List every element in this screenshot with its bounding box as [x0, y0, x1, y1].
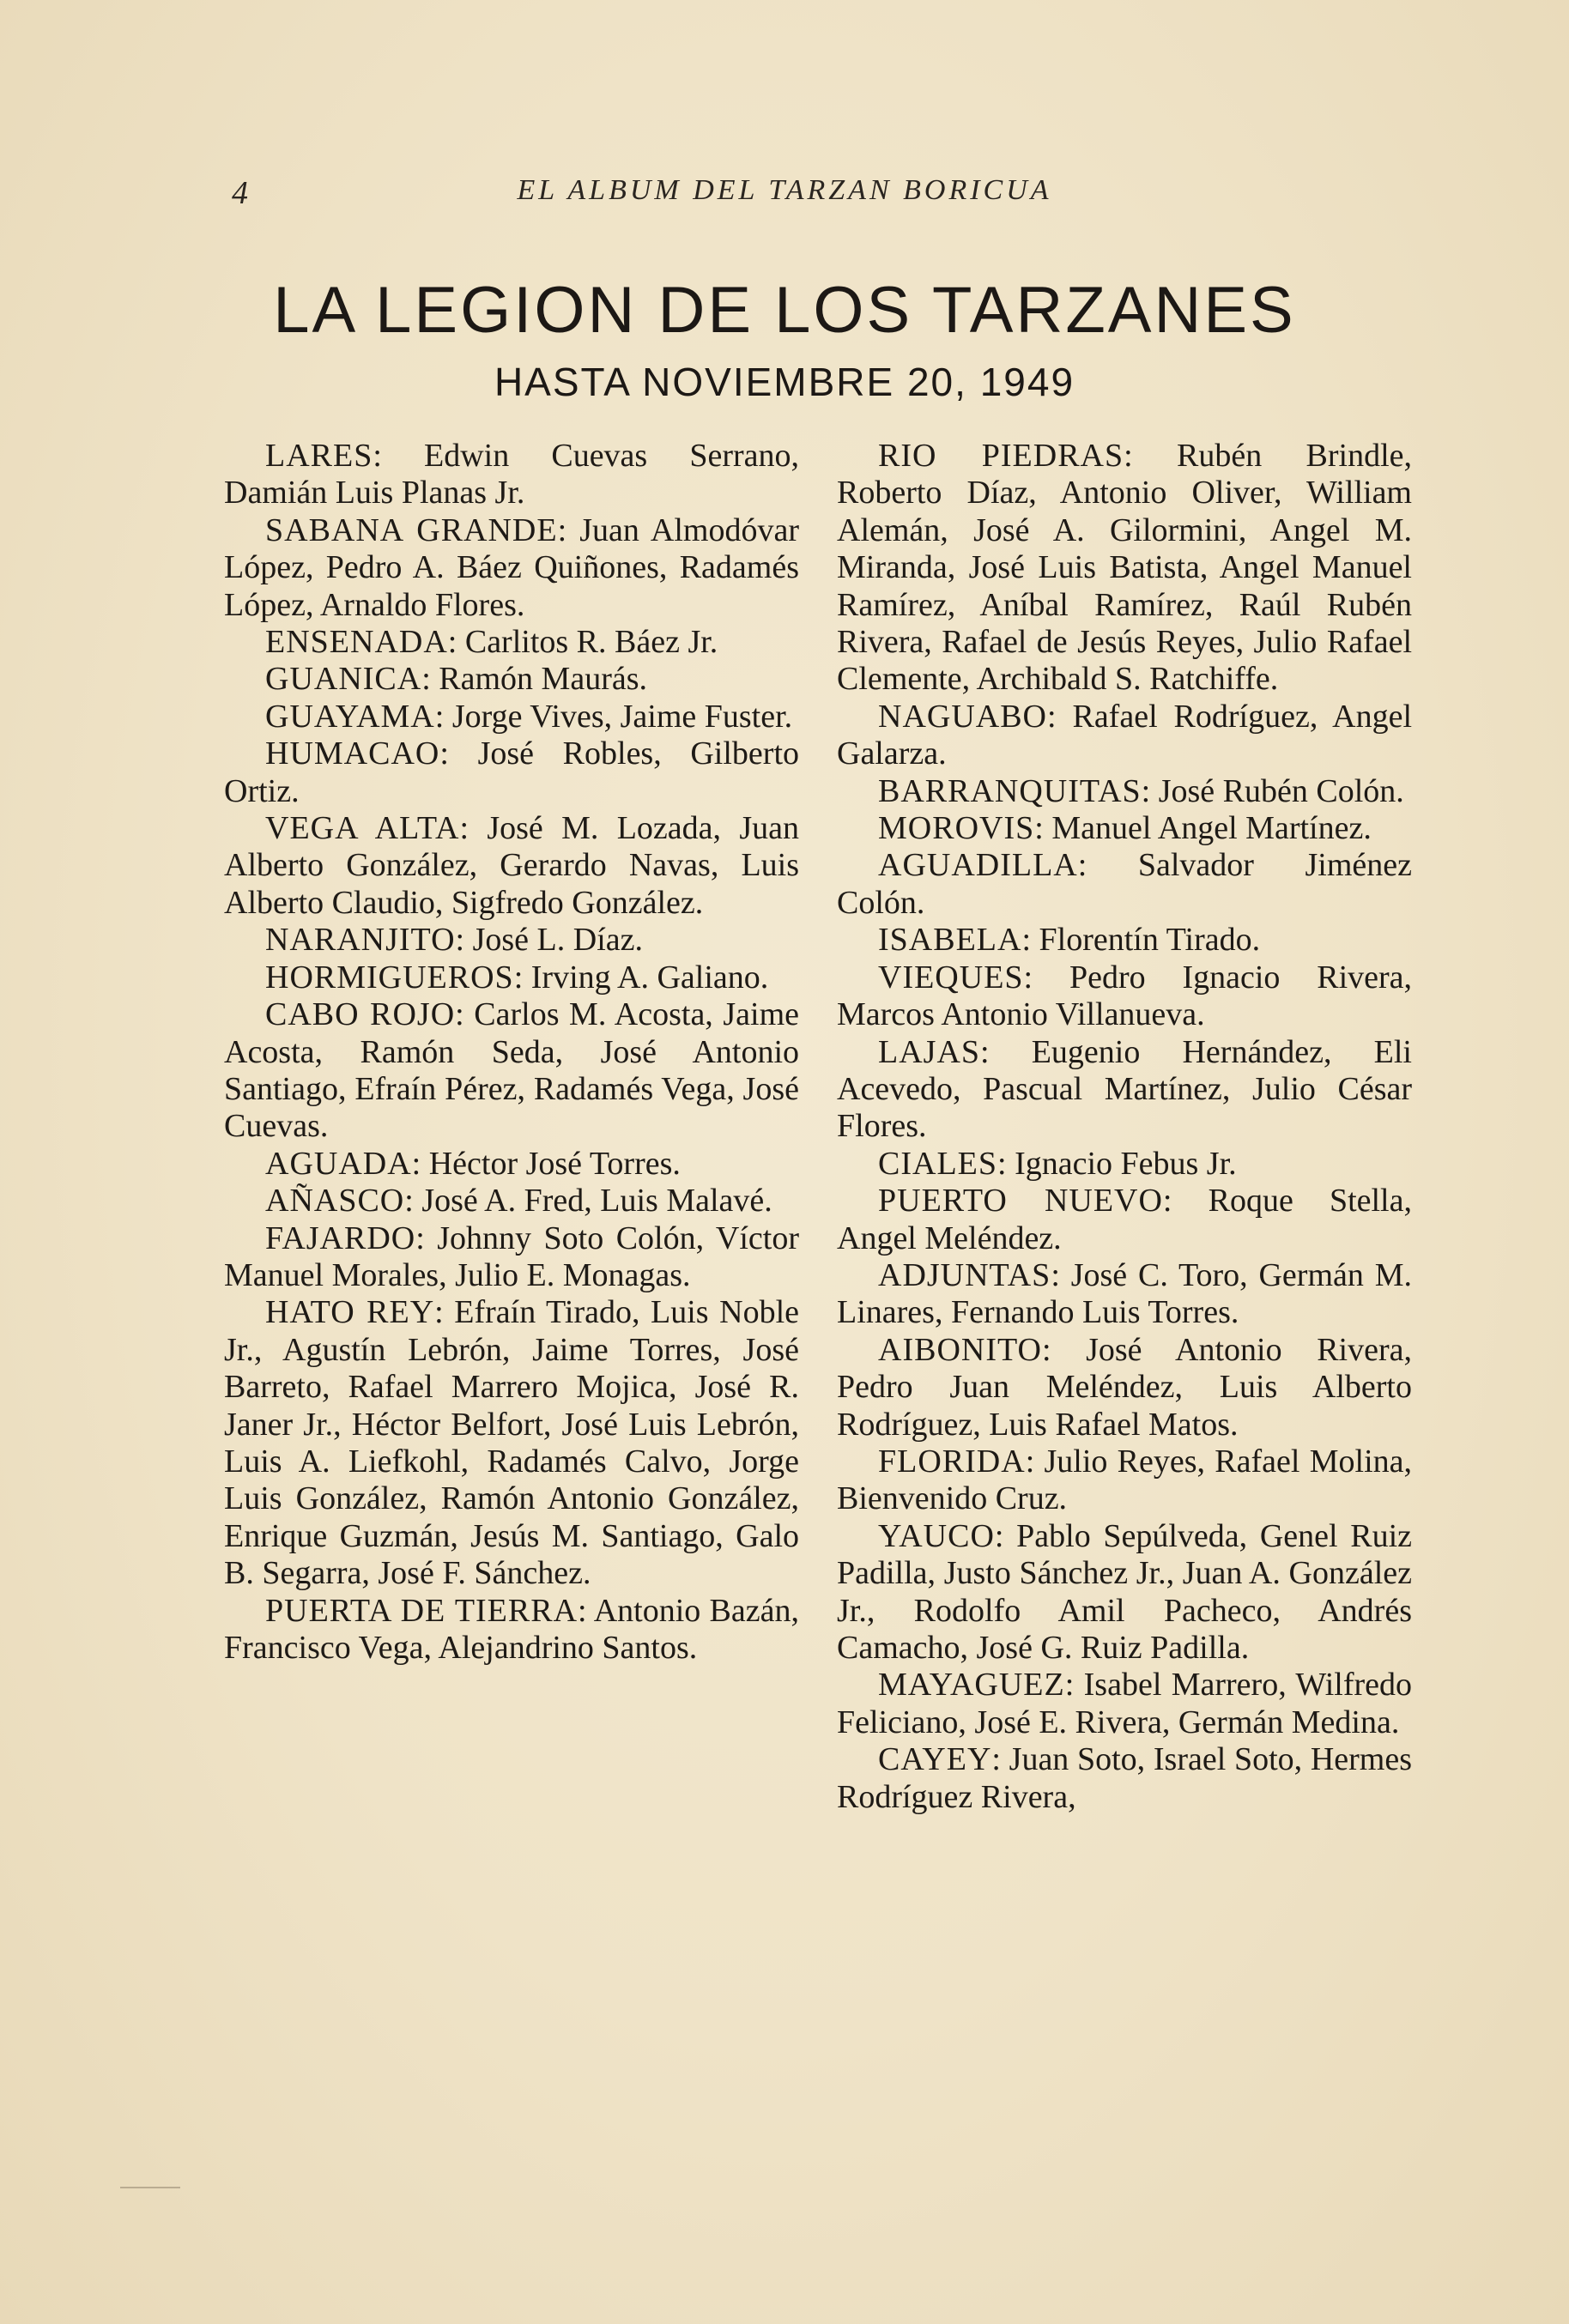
- member-names: Carlitos R. Báez Jr.: [464, 624, 718, 661]
- separator: :: [991, 1741, 1009, 1778]
- town-name: PUERTA DE TIERRA: [265, 1592, 579, 1629]
- town-name: AIBONITO: [878, 1331, 1042, 1368]
- town-name: HATO REY: [265, 1294, 435, 1331]
- town-name: ENSENADA: [265, 624, 448, 661]
- roster-entry: [837, 1741, 1412, 1816]
- member-names: José M. Lozada, Juan Alberto González, Gerardo Navas, Luis Alberto Claudio, Sigfredo González.: [224, 810, 800, 921]
- page-number: 4: [232, 175, 248, 211]
- member-names: Juan Soto, Israel Soto, Hermes Rodríguez Rivera,: [837, 1741, 1412, 1815]
- member-names: Johnny Soto Colón, Víctor Manuel Morales, Julio E. Monagas.: [224, 1219, 799, 1293]
- roster-entry: [224, 959, 799, 996]
- running-title: EL ALBUM DEL TARZAN BORICUA: [517, 174, 1052, 206]
- separator: :: [373, 438, 425, 474]
- town-name: VIEQUES: [878, 959, 1024, 996]
- town-name: PUERTO NUEVO: [878, 1183, 1163, 1219]
- roster-entry: [837, 1183, 1412, 1257]
- town-name: FLORIDA: [878, 1443, 1026, 1480]
- town-name: CABO ROJO: [265, 996, 456, 1033]
- separator: :: [404, 1183, 422, 1219]
- town-name: GUANICA: [265, 661, 422, 698]
- roster-entry: [837, 847, 1412, 922]
- separator: :: [557, 511, 580, 548]
- town-name: CIALES: [878, 1145, 997, 1182]
- roster-entry: [837, 810, 1412, 847]
- separator: :: [434, 698, 452, 735]
- left-column: [224, 438, 799, 1667]
- town-name: CAYEY: [878, 1741, 992, 1778]
- roster-entry: [224, 699, 799, 735]
- town-name: SABANA GRANDE: [265, 511, 558, 548]
- town-name: FAJARDO: [265, 1219, 416, 1256]
- separator: :: [1021, 922, 1039, 959]
- separator: :: [459, 810, 488, 847]
- member-names: Edwin Cuevas Serrano, Damián Luis Planas Jr.: [224, 438, 799, 511]
- roster-entry: [837, 1667, 1412, 1741]
- separator: :: [434, 1294, 455, 1331]
- town-name: MAYAGUEZ: [878, 1667, 1065, 1704]
- town-name: BARRANQUITAS: [878, 772, 1142, 809]
- town-name: RIO PIEDRAS: [878, 438, 1124, 474]
- town-name: NARANJITO: [265, 922, 456, 959]
- separator: :: [1141, 772, 1159, 809]
- town-name: AGUADILLA: [878, 847, 1078, 884]
- roster-entry: [224, 438, 799, 512]
- roster-entry: [224, 1146, 799, 1183]
- running-header: [0, 174, 1569, 217]
- roster-entry: [837, 922, 1412, 959]
- separator: :: [994, 1517, 1017, 1554]
- town-name: AGUADA: [265, 1145, 412, 1182]
- roster-entry: [224, 1183, 799, 1219]
- roster-entry: [837, 1034, 1412, 1146]
- page-title: LA LEGION DE LOS TARZANES: [273, 274, 1296, 347]
- separator: :: [980, 1033, 1032, 1070]
- town-name: LARES: [265, 438, 373, 474]
- roster-entry: [837, 438, 1412, 699]
- separator: :: [997, 1145, 1015, 1182]
- member-names: Héctor José Torres.: [428, 1145, 681, 1182]
- roster-entry: [224, 1294, 799, 1592]
- separator: :: [1162, 1183, 1209, 1219]
- member-names: Jorge Vives, Jaime Fuster.: [451, 698, 793, 735]
- separator: :: [1041, 1331, 1087, 1368]
- separator: :: [455, 922, 473, 959]
- separator: :: [415, 1219, 438, 1256]
- right-column: [837, 438, 1412, 1816]
- member-names: Rubén Brindle, Roberto Díaz, Antonio Oliver, William Alemán, José A. Gilormini, Angel M. Miranda, José Luis Batista, Angel Manuel Ramírez, Aníbal Ramírez, Raúl Rubén Rivera, Rafael de Jesús Reyes, Julio Rafael Clemente, Archibald S. Ratchiffe.: [837, 438, 1413, 698]
- member-names: Eugenio Hernández, Eli Acevedo, Pascual Martínez, Julio César Flores.: [837, 1033, 1412, 1145]
- roster-entry: [837, 959, 1412, 1034]
- member-names: José C. Toro, Germán M. Linares, Fernando Luis Torres.: [837, 1256, 1412, 1331]
- town-name: YAUCO: [878, 1517, 995, 1554]
- member-names: Pablo Sepúlveda, Genel Ruiz Padilla, Justo Sánchez Jr., Juan A. González Jr., Rodolfo Amil Pacheco, Andrés Camacho, José G. Ruiz Padilla.: [837, 1517, 1412, 1666]
- roster-entry: [837, 1257, 1412, 1332]
- separator: :: [1077, 847, 1138, 884]
- separator: :: [1064, 1667, 1084, 1704]
- member-names: José Rubén Colón.: [1158, 772, 1404, 809]
- town-name: MOROVIS: [878, 810, 1035, 847]
- member-names: Ramón Maurás.: [439, 661, 648, 698]
- roster-entry: [837, 1146, 1412, 1183]
- town-name: LAJAS: [878, 1033, 981, 1070]
- town-name: VEGA ALTA: [265, 810, 460, 847]
- separator: :: [1034, 810, 1052, 847]
- roster-entry: [224, 512, 799, 624]
- separator: :: [421, 661, 439, 698]
- member-names: Antonio Bazán, Francisco Vega, Alejandrino Santos.: [224, 1592, 799, 1666]
- member-names: José L. Díaz.: [472, 922, 643, 959]
- page-subtitle: HASTA NOVIEMBRE 20, 1949: [494, 360, 1075, 404]
- member-names: Juan Almodóvar López, Pedro A. Báez Quiñones, Radamés López, Arnaldo Flores.: [224, 511, 800, 623]
- member-names: José A. Fred, Luis Malavé.: [421, 1183, 772, 1219]
- town-name: HORMIGUEROS: [265, 959, 514, 996]
- separator: :: [1051, 1256, 1071, 1293]
- town-name: HUMACAO: [265, 735, 440, 772]
- member-names: Irving A. Galiano.: [530, 959, 769, 996]
- roster-entry: [837, 773, 1412, 810]
- separator: :: [513, 959, 531, 996]
- roster-entry: [837, 1332, 1412, 1443]
- member-names: José Robles, Gilberto Ortiz.: [224, 735, 800, 809]
- roster-entry: [224, 1593, 799, 1667]
- member-names: Salvador Jiménez Colón.: [837, 847, 1412, 921]
- roster-entry: [224, 1220, 799, 1295]
- member-names: Rafael Rodríguez, Angel Galarza.: [837, 698, 1412, 772]
- separator: :: [455, 996, 475, 1033]
- separator: :: [1047, 698, 1073, 735]
- separator: :: [1025, 1443, 1045, 1480]
- member-names: José Antonio Rivera, Pedro Juan Meléndez, Luis Alberto Rodríguez, Luis Rafael Matos.: [837, 1331, 1412, 1443]
- roster-entry: [224, 661, 799, 698]
- separator: :: [578, 1592, 594, 1629]
- member-names: Efraín Tirado, Luis Noble Jr., Agustín Lebrón, Jaime Torres, José Barreto, Rafael Marrero Mojica, José R. Janer Jr., Héctor Belfort, José Luis Lebrón, Luis A. Liefkohl, Radamés Calvo, Jorge Luis González, Ramón Antonio González, Enrique Guzmán, Jesús M. Santiago, Galo B. Segarra, José F. Sánchez.: [224, 1294, 799, 1592]
- member-names: Ignacio Febus Jr.: [1015, 1145, 1237, 1182]
- separator: :: [447, 624, 465, 661]
- town-name: GUAYAMA: [265, 698, 435, 735]
- separator: :: [1023, 959, 1069, 996]
- member-names: Manuel Angel Martínez.: [1051, 810, 1372, 847]
- town-name: ISABELA: [878, 922, 1022, 959]
- roster-entry: [837, 1443, 1412, 1518]
- member-names: Julio Reyes, Rafael Molina, Bienvenido Cruz.: [837, 1443, 1412, 1517]
- town-name: AÑASCO: [265, 1183, 405, 1219]
- margin-mark: [120, 2187, 180, 2188]
- roster-entry: [224, 624, 799, 661]
- member-names: Isabel Marrero, Wilfredo Feliciano, José E. Rivera, Germán Medina.: [837, 1667, 1412, 1740]
- separator: :: [1124, 438, 1177, 474]
- roster-entry: [224, 922, 799, 959]
- roster-entry: [837, 699, 1412, 773]
- roster-entry: [837, 1518, 1412, 1667]
- member-names: Carlos M. Acosta, Jaime Acosta, Ramón Seda, José Antonio Santiago, Efraín Pérez, Radamés Vega, José Cuevas.: [224, 996, 800, 1145]
- member-names: Roque Stella, Angel Meléndez.: [837, 1183, 1412, 1256]
- roster-entry: [224, 735, 799, 810]
- separator: :: [411, 1145, 429, 1182]
- roster-entry: [224, 996, 799, 1146]
- roster-entry: [224, 810, 799, 922]
- town-name: NAGUABO: [878, 698, 1047, 735]
- separator: :: [439, 735, 478, 772]
- member-names: Pedro Ignacio Rivera, Marcos Antonio Villanueva.: [837, 959, 1413, 1033]
- member-names: Florentín Tirado.: [1039, 922, 1261, 959]
- town-name: ADJUNTAS: [878, 1256, 1051, 1293]
